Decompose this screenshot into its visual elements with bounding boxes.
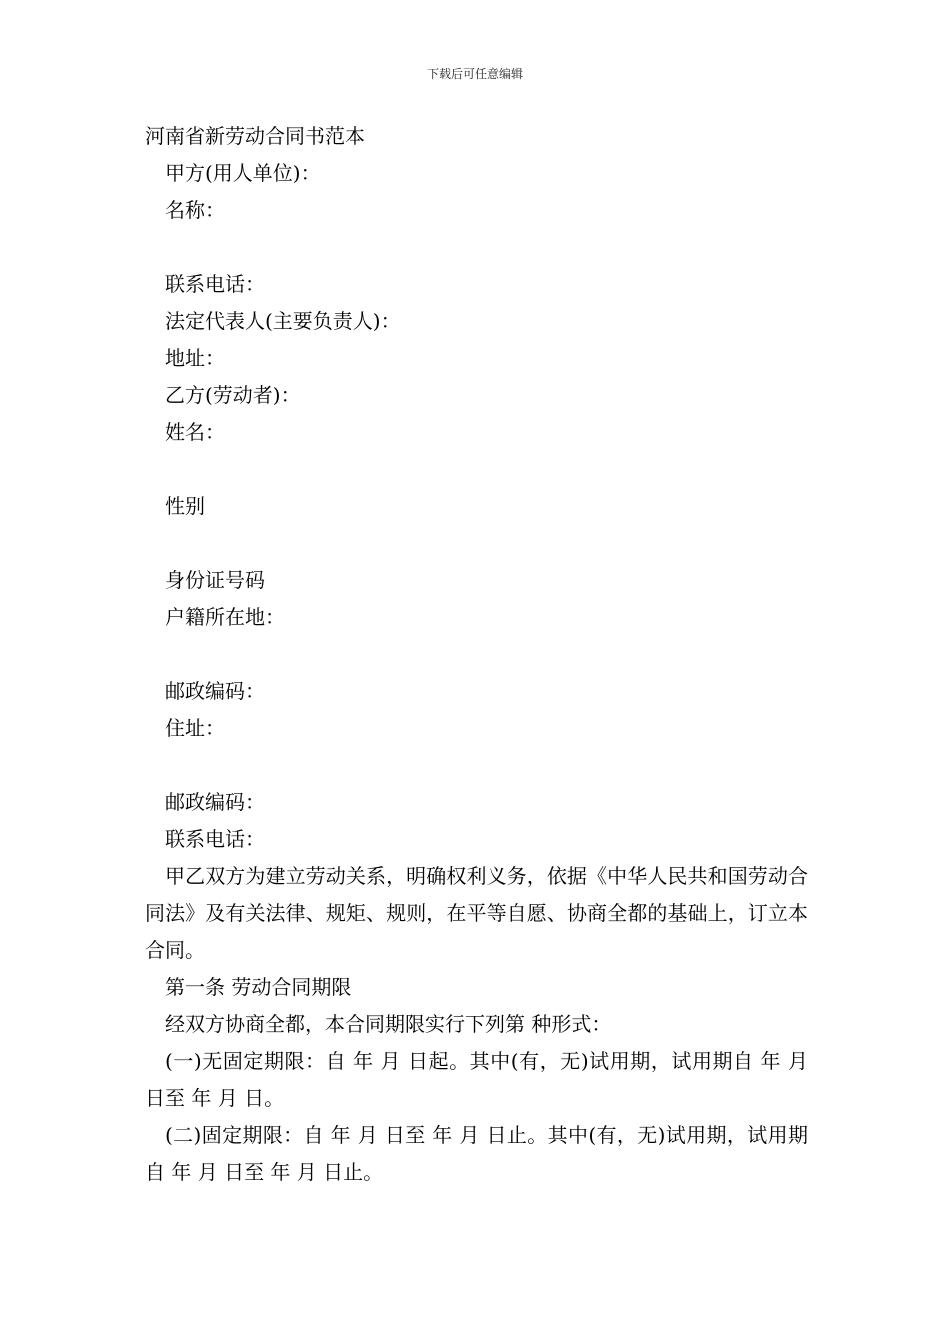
preamble-paragraph: 甲乙双方为建立劳动关系，明确权利义务，依据《中华人民共和国劳动合同法》及有关法律、规矩、规则，在平等自愿、协商全都的基础上，订立本合同。	[145, 864, 808, 962]
party-b-postcode-label-1: 邮政编码：	[165, 679, 265, 703]
article-1-item-2: (二)固定期限：自 年 月 日至 年 月 日止。其中(有，无)试用期，试用期自 年 月 日至 年 月 日止。	[145, 1123, 808, 1184]
party-b-phone-label: 联系电话：	[165, 827, 265, 851]
party-a-legal-rep-label: 法定代表人(主要负责人)：	[165, 309, 401, 333]
party-a-name-label: 名称：	[165, 198, 225, 222]
party-b-heading: 乙方(劳动者)：	[165, 383, 301, 407]
party-b-id-label: 身份证号码	[165, 568, 265, 592]
party-a-address-label: 地址：	[165, 346, 225, 370]
article-1-intro: 经双方协商全都，本合同期限实行下列第 种形式：	[165, 1012, 612, 1036]
document-body	[145, 118, 808, 1191]
article-1-heading: 第一条 劳动合同期限	[165, 975, 352, 999]
party-b-gender-label: 性别	[165, 494, 205, 518]
party-b-residence-label: 住址：	[165, 716, 225, 740]
blank-line	[145, 229, 808, 266]
party-b-postcode-label-2: 邮政编码：	[165, 790, 265, 814]
party-b-name-label: 姓名：	[165, 420, 225, 444]
page-header-note: 下载后可任意编辑	[426, 67, 523, 81]
party-b-household-label: 户籍所在地：	[165, 605, 285, 629]
blank-line	[145, 525, 808, 562]
blank-line	[145, 747, 808, 784]
blank-line	[145, 451, 808, 488]
party-a-phone-label: 联系电话：	[165, 272, 265, 296]
article-1-item-1: (一)无固定期限：自 年 月 日起。其中(有，无)试用期，试用期自 年 月 日至 年 月 日。	[145, 1049, 808, 1110]
document-title: 河南省新劳动合同书范本	[145, 124, 365, 148]
blank-line	[145, 636, 808, 673]
party-a-heading: 甲方(用人单位)：	[165, 161, 321, 185]
